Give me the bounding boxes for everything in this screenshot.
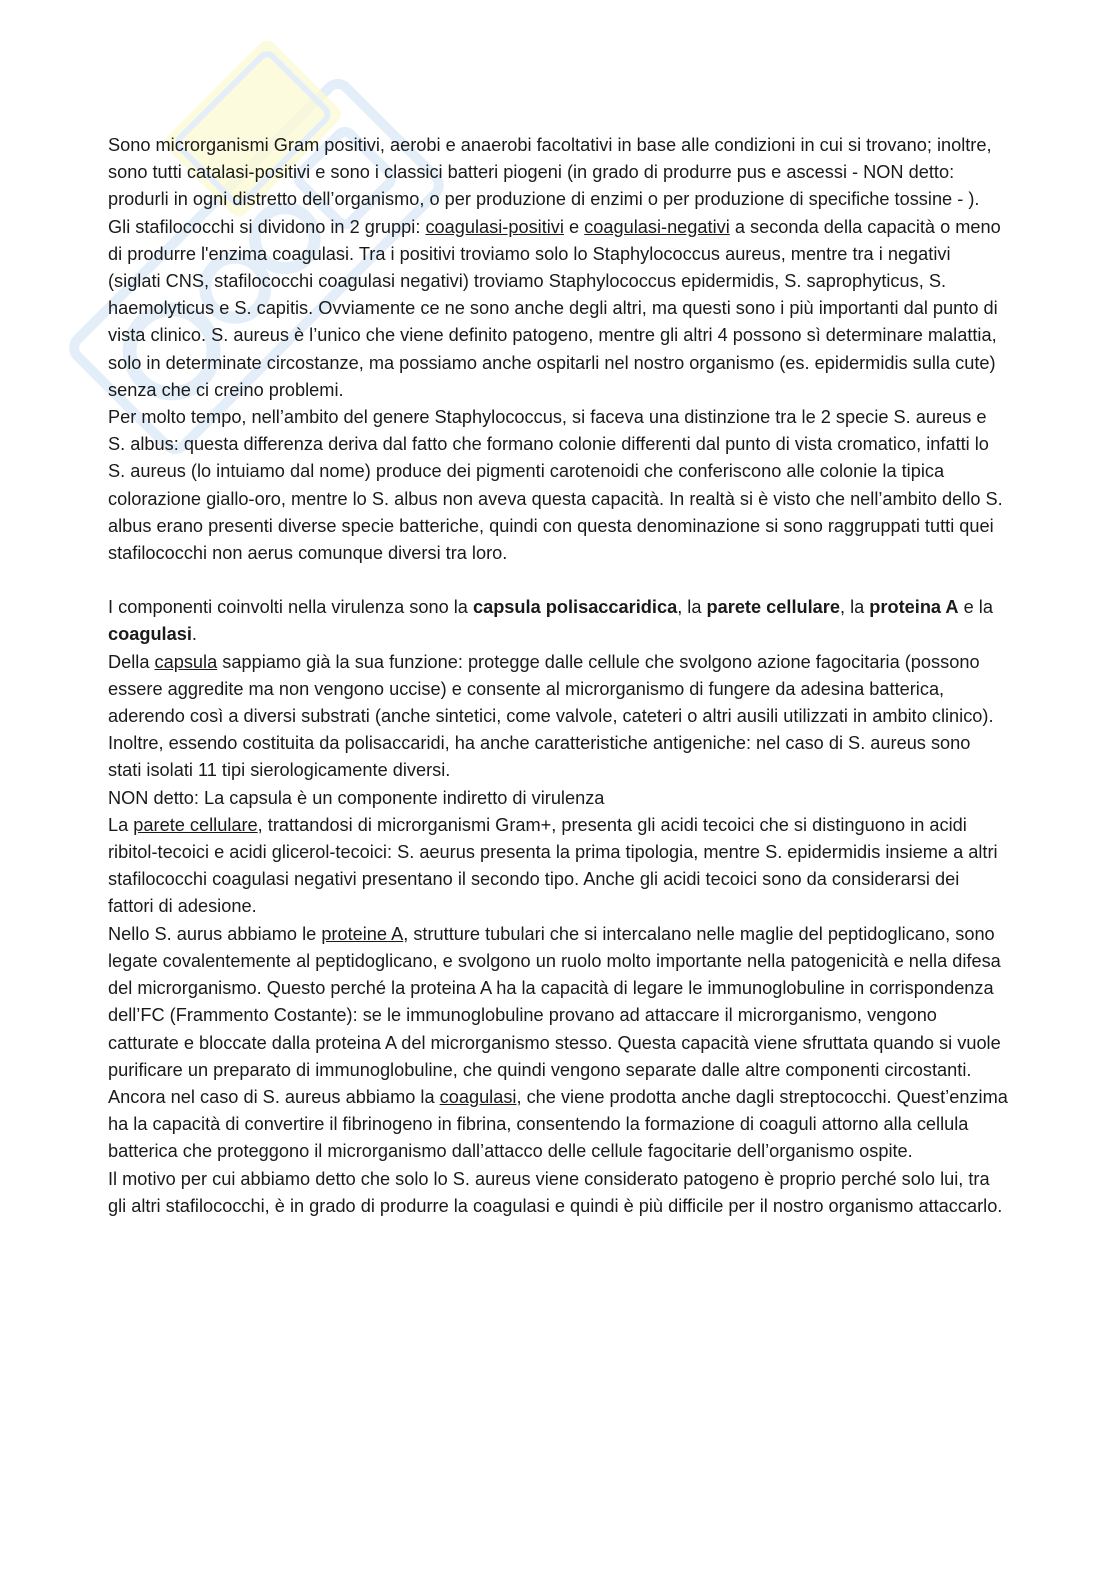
term-coagulasi-negativi: coagulasi-negativi xyxy=(584,216,730,237)
term-capsula: capsula xyxy=(154,651,218,672)
term-coagulasi-underlined: coagulasi xyxy=(439,1086,517,1107)
paragraph-capsula-nota: NON detto: La capsula è un componente indiretto di virulenza xyxy=(108,787,605,808)
term-capsula-polisaccaridica: capsula polisaccaridica xyxy=(472,597,678,618)
term-proteine-a: proteine A xyxy=(321,923,404,944)
paragraph-parete: La parete cellulare, trattandosi di microrganismi Gram+, presenta gli acidi tecoici che si distinguono in acidi ribitol-tecoici e acidi glicerol-tecoici: S. aeurus presenta la prima tipologia, mentre S. epidermidis insieme a altri stafilococchi coagulasi negativi presentano il secondo tipo. Anche gli acidi tecoici sono da considerarsi dei fattori di adesione. xyxy=(108,814,998,917)
paragraph-proteina: Nello S. aurus abbiamo le proteine A, strutture tubulari che si intercalano nelle maglie del peptidoglicano, sono legate covalentemente al peptidoglicano, e svolgono un ruolo molto importante nella patogenicità e nella difesa del microrganismo. Questo perché la proteina A ha la capacità di legare le immunoglobuline in corrispondenza dell’FC (Frammento Costante): se le immunoglobuline provano ad attaccare il microrganismo, vengono catturate e bloccate dalla proteina A del microrganismo stesso. Questa capacità viene sfruttata quando si vuole purificare un preparato di immunoglobuline, che quindi vengono separate dalle altre componenti circostanti. xyxy=(108,923,1001,1080)
paragraph-albus: Per molto tempo, nell’ambito del genere Staphylococcus, si faceva una distinzione tra le 2 specie S. aureus e S. albus: questa differenza deriva dal fatto che formano colonie differenti dal punto di vista cromatico, infatti lo S. aureus (lo intuiamo dal nome) produce dei pigmenti carotenoidi che conferiscono alle colonie la tipica colorazione giallo-oro, mentre lo S. albus non aveva questa capacità. In realtà si è visto che nell’ambito dello S. albus erano presenti diverse specie batteriche, quindi con questa denominazione si sono raggruppati tutti quei stafilococchi non aerus comunque diversi tra loro. xyxy=(108,407,1003,564)
term-coagulasi-positivi: coagulasi-positivi xyxy=(425,216,564,237)
paragraph-virulenza: I componenti coinvolti nella virulenza sono la capsula polisaccaridica, la parete cellulare, la proteina A e la coagulasi. xyxy=(108,597,993,645)
term-proteina-a: proteina A xyxy=(869,597,959,618)
term-coagulasi: coagulasi xyxy=(108,624,192,645)
paragraph-coagulasi: Ancora nel caso di S. aureus abbiamo la coagulasi, che viene prodotta anche dagli streptococchi. Quest’enzima ha la capacità di convertire il fibrinogeno in fibrina, consentendo la formazione di coaguli attorno alla cellula batterica che proteggono il microrganismo dall’attacco delle cellule fagocitarie dell’organismo ospite. xyxy=(108,1086,1008,1162)
paragraph-conclusione: Il motivo per cui abbiamo detto che solo lo S. aureus viene considerato patogeno è proprio perché solo lui, tra gli altri stafilococchi, è in grado di produrre la coagulasi e quindi è più difficile per il nostro organismo attaccarlo. xyxy=(108,1168,1003,1216)
paragraph-gruppi: Gli stafilococchi si dividono in 2 gruppi: coagulasi-positivi e coagulasi-negativi a seconda della capacità o meno di produrre l'enzima coagulasi. Tra i positivi troviamo solo lo Staphylococcus aureus, mentre tra i negativi (siglati CNS, stafilococchi coagulasi negativi) troviamo Staphylococcus epidermidis, S. saprophyticus, S. haemolyticus e S. capitis. Ovviamente ce ne sono anche degli altri, ma questi sono i più importanti dal punto di vista clinico. S. aureus è l’unico che viene definito patogeno, mentre gli altri 4 possono sì determinare malattia, solo in determinate circostanze, ma possiamo anche ospitarli nel nostro organismo (es. epidermidis sulla cute) senza che ci creino problemi. xyxy=(108,216,1001,400)
term-parete-cellulare-underlined: parete cellulare xyxy=(133,814,258,835)
paragraph-capsula: Della capsula sappiamo già la sua funzione: protegge dalle cellule che svolgono azione fagocitaria (possono essere aggredite ma non vengono uccise) e consente al microrganismo di fungere da adesina batterica, aderendo così a diversi substrati (anche sintetici, come valvole, cateteri o altri ausili utilizzati in ambito clinico). Inoltre, essendo costituita da polisaccaridi, ha anche caratteristiche antigeniche: nel caso di S. aureus sono stati isolati 11 tipi sierologicamente diversi. xyxy=(108,651,994,781)
paragraph-intro: Sono microrganismi Gram positivi, aerobi e anaerobi facoltativi in base alle condizioni in cui si trovano; inoltre, sono tutti catalasi-positivi e sono i classici batteri piogeni (in grado di produrre pus e ascessi - NON detto: produrli in ogni distretto dell’organismo, o per produzione di enzimi o per produzione di specifiche tossine - ). xyxy=(108,135,992,210)
paragraph-spacer xyxy=(108,567,1008,594)
document-body xyxy=(108,132,1008,1220)
term-parete-cellulare: parete cellulare xyxy=(706,597,840,618)
